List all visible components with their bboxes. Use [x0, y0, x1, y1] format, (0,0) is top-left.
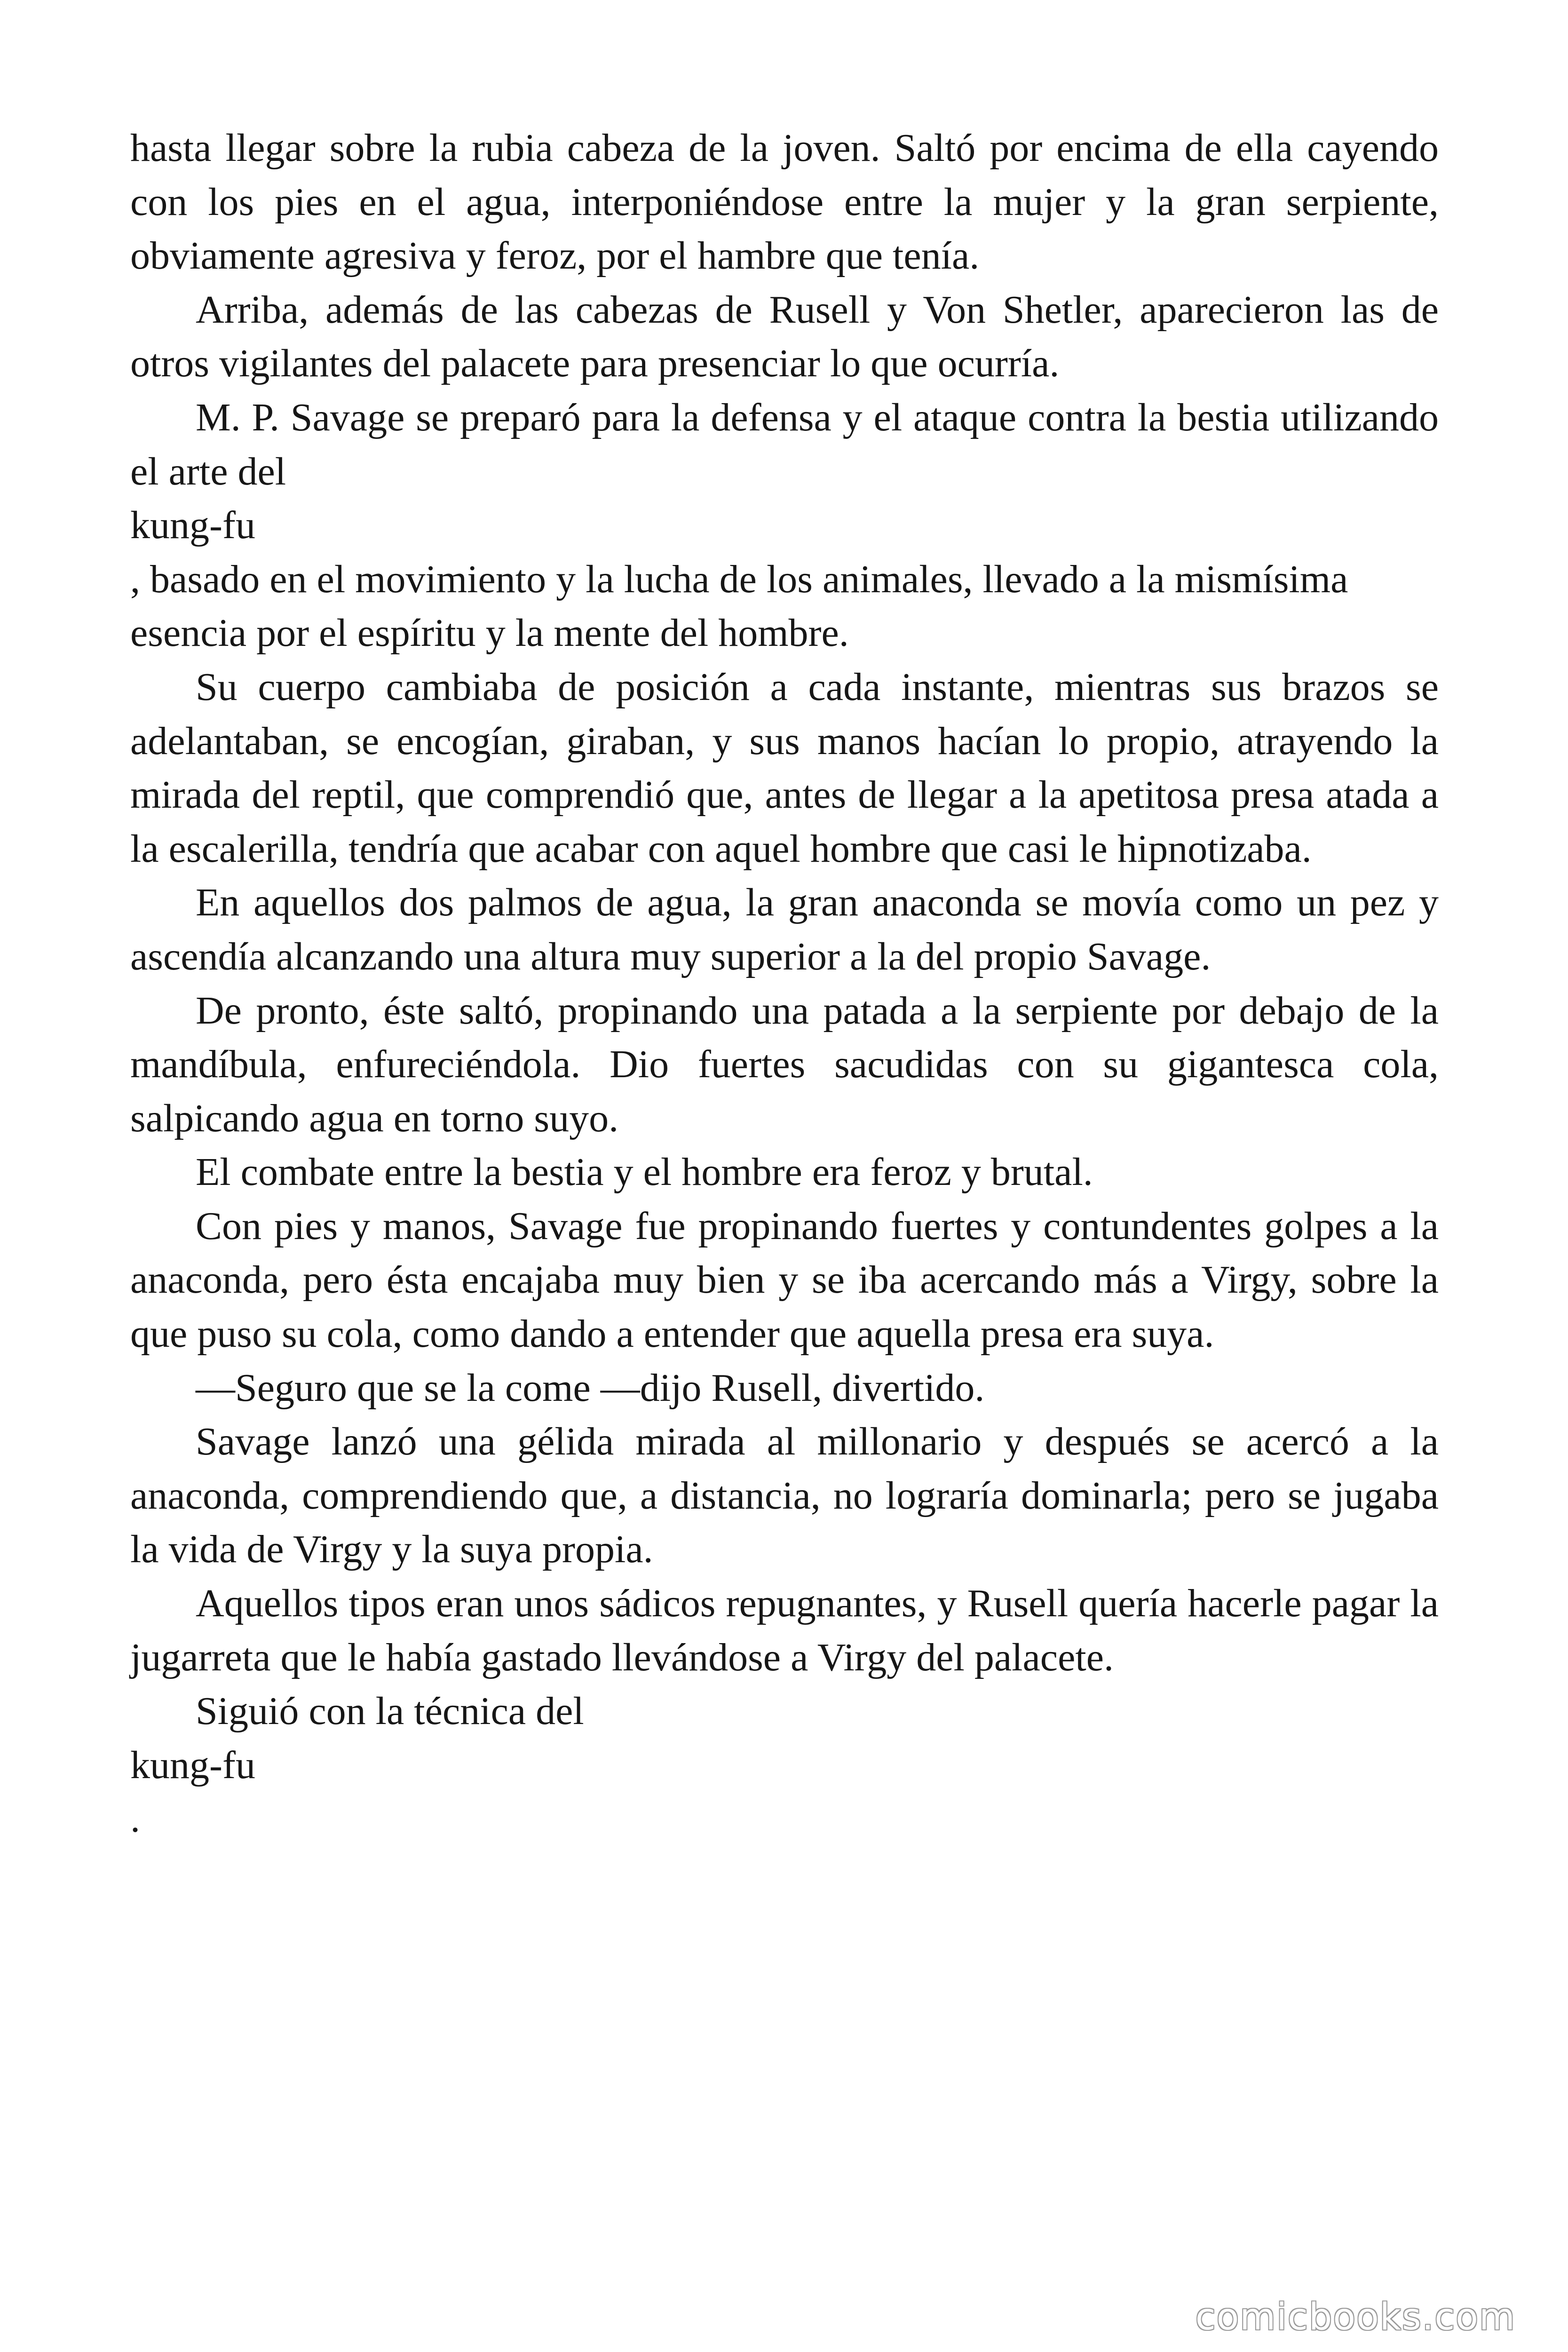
paragraph: hasta llegar sobre la rubia cabeza de la joven. Saltó por encima de ella cayendo con los pies en el agua, interponiéndose entre la mujer y la gran serpiente, obviamente agresiva y feroz, por el hambre que tenía.: [130, 126, 1439, 278]
paragraph: Siguió con la técnica del: [196, 1689, 584, 1733]
paragraph: —Seguro que se la come —dijo Rusell, divertido.: [196, 1366, 985, 1410]
watermark: comicbooks.com: [1195, 2296, 1516, 2338]
paragraph: Con pies y manos, Savage fue propinando fuertes y contundentes golpes a la anaconda, pero ésta encajaba muy bien y se iba acercando más a Virgy, sobre la que puso su cola, como dando a entender que aquella presa era suya.: [130, 1204, 1439, 1356]
paragraph-fragment: kung-fu: [130, 503, 255, 548]
paragraph: Arriba, además de las cabezas de Rusell y Von Shetler, aparecieron las de otros vigilantes del palacete para presenciar lo que ocurría.: [130, 287, 1439, 386]
paragraph-fragment: kung-fu: [130, 1743, 255, 1787]
paragraph-fragment: , basado en el movimiento y la lucha de los animales, llevado a la mismísima esencia por el espíritu y la mente del hombre.: [130, 557, 1348, 655]
paragraph: Aquellos tipos eran unos sádicos repugnantes, y Rusell quería hacerle pagar la jugarreta que le había gastado llevándose a Virgy del palacete.: [130, 1581, 1439, 1679]
body-text: [130, 121, 1439, 1846]
paragraph: De pronto, éste saltó, propinando una patada a la serpiente por debajo de la mandíbula, enfureciéndola. Dio fuertes sacudidas con su gigantesca cola, salpicando agua en torno suyo.: [130, 988, 1439, 1140]
paragraph: Su cuerpo cambiaba de posición a cada instante, mientras sus brazos se adelantaban, se encogían, giraban, y sus manos hacían lo propio, atrayendo la mirada del reptil, que comprendió que, antes de llegar a la apetitosa presa atada a la escalerilla, tendría que acabar con aquel hombre que casi le hipnotizaba.: [130, 665, 1439, 871]
paragraph: El combate entre la bestia y el hombre era feroz y brutal.: [196, 1150, 1093, 1194]
paragraph-fragment: .: [130, 1797, 140, 1841]
paragraph: M. P. Savage se preparó para la defensa y el ataque contra la bestia utilizando el arte del: [130, 395, 1439, 493]
paragraph: Savage lanzó una gélida mirada al millonario y después se acercó a la anaconda, comprendiendo que, a distancia, no lograría dominarla; pero se jugaba la vida de Virgy y la suya propia.: [130, 1420, 1439, 1572]
paragraph: En aquellos dos palmos de agua, la gran anaconda se movía como un pez y ascendía alcanzando una altura muy superior a la del propio Savage.: [130, 881, 1439, 978]
